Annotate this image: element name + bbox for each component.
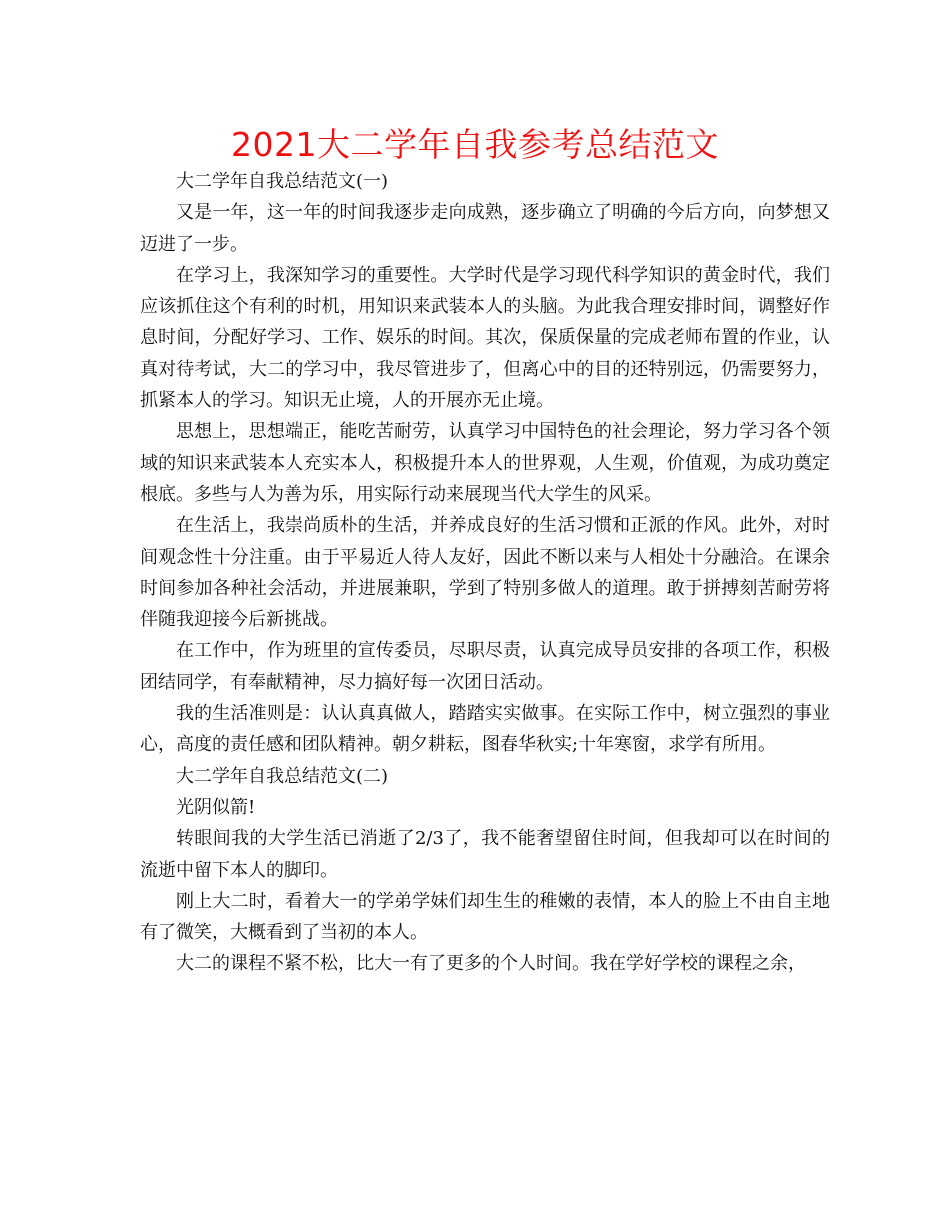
- paragraph: 在生活上，我崇尚质朴的生活，并养成良好的生活习惯和正派的作风。此外，对时间观念性十分注重。由于平易近人待人友好，因此不断以来与人相处十分融洽。在课余时间参加各种社会活动，并进展兼职，学到了特别多做人的道理。敢于拼搏刻苦耐劳将伴随我迎接今后新挑战。: [140, 515, 830, 631]
- paragraph: 大二的课程不紧不松，比大一有了更多的个人时间。我在学好学校的课程之余，: [176, 953, 806, 975]
- paragraph: 在学习上，我深知学习的重要性。大学时代是学习现代科学知识的黄金时代，我们应该抓住这个有利的时机，用知识来武装本人的头脑。为此我合理安排时间，调整好作息时间，分配好学习、工作、娱乐的时间。其次，保质保量的完成老师布置的作业，认真对待考试，大二的学习中，我尽管进步了，但离心中的目的还特别远，仍需要努力，抓紧本人的学习。知识无止境，人的开展亦无止境。: [140, 264, 830, 412]
- paragraph: 刚上大二时，看着大一的学弟学妹们却生生的稚嫩的表情，本人的脸上不由自主地有了微笑，大概看到了当初的本人。: [140, 890, 830, 944]
- paragraph: 思想上，思想端正，能吃苦耐劳，认真学习中国特色的社会理论，努力学习各个领域的知识来武装本人充实本人，积极提升本人的世界观，人生观，价值观，为成功奠定根底。多些与人为善为乐，用实际行动来展现当代大学生的风采。: [140, 421, 830, 505]
- paragraph: 转眼间我的大学生活已消逝了2/3了，我不能奢望留住时间，但我却可以在时间的流逝中留下本人的脚印。: [140, 828, 830, 881]
- paragraph: 大二学年自我总结范文(一): [176, 171, 389, 192]
- paragraph: 光阴似箭!: [176, 796, 256, 818]
- paragraph: 在工作中，作为班里的宣传委员，尽职尽责，认真完成导员安排的各项工作，积极团结同学，有奉献精神，尽力搞好每一次团日活动。: [140, 640, 830, 693]
- document-body: [140, 166, 830, 980]
- paragraph: 又是一年，这一年的时间我逐步走向成熟，逐步确立了明确的今后方向，向梦想又迈进了一步。: [140, 202, 830, 255]
- paragraph: 我的生活准则是：认认真真做人，踏踏实实做事。在实际工作中，树立强烈的事业心，高度的责任感和团队精神。朝夕耕耘，图春华秋实;十年寒窗，求学有所用。: [140, 703, 830, 756]
- document-title: 2021大二学年自我参考总结范文: [231, 125, 719, 164]
- paragraph: 大二学年自我总结范文(二): [176, 765, 389, 787]
